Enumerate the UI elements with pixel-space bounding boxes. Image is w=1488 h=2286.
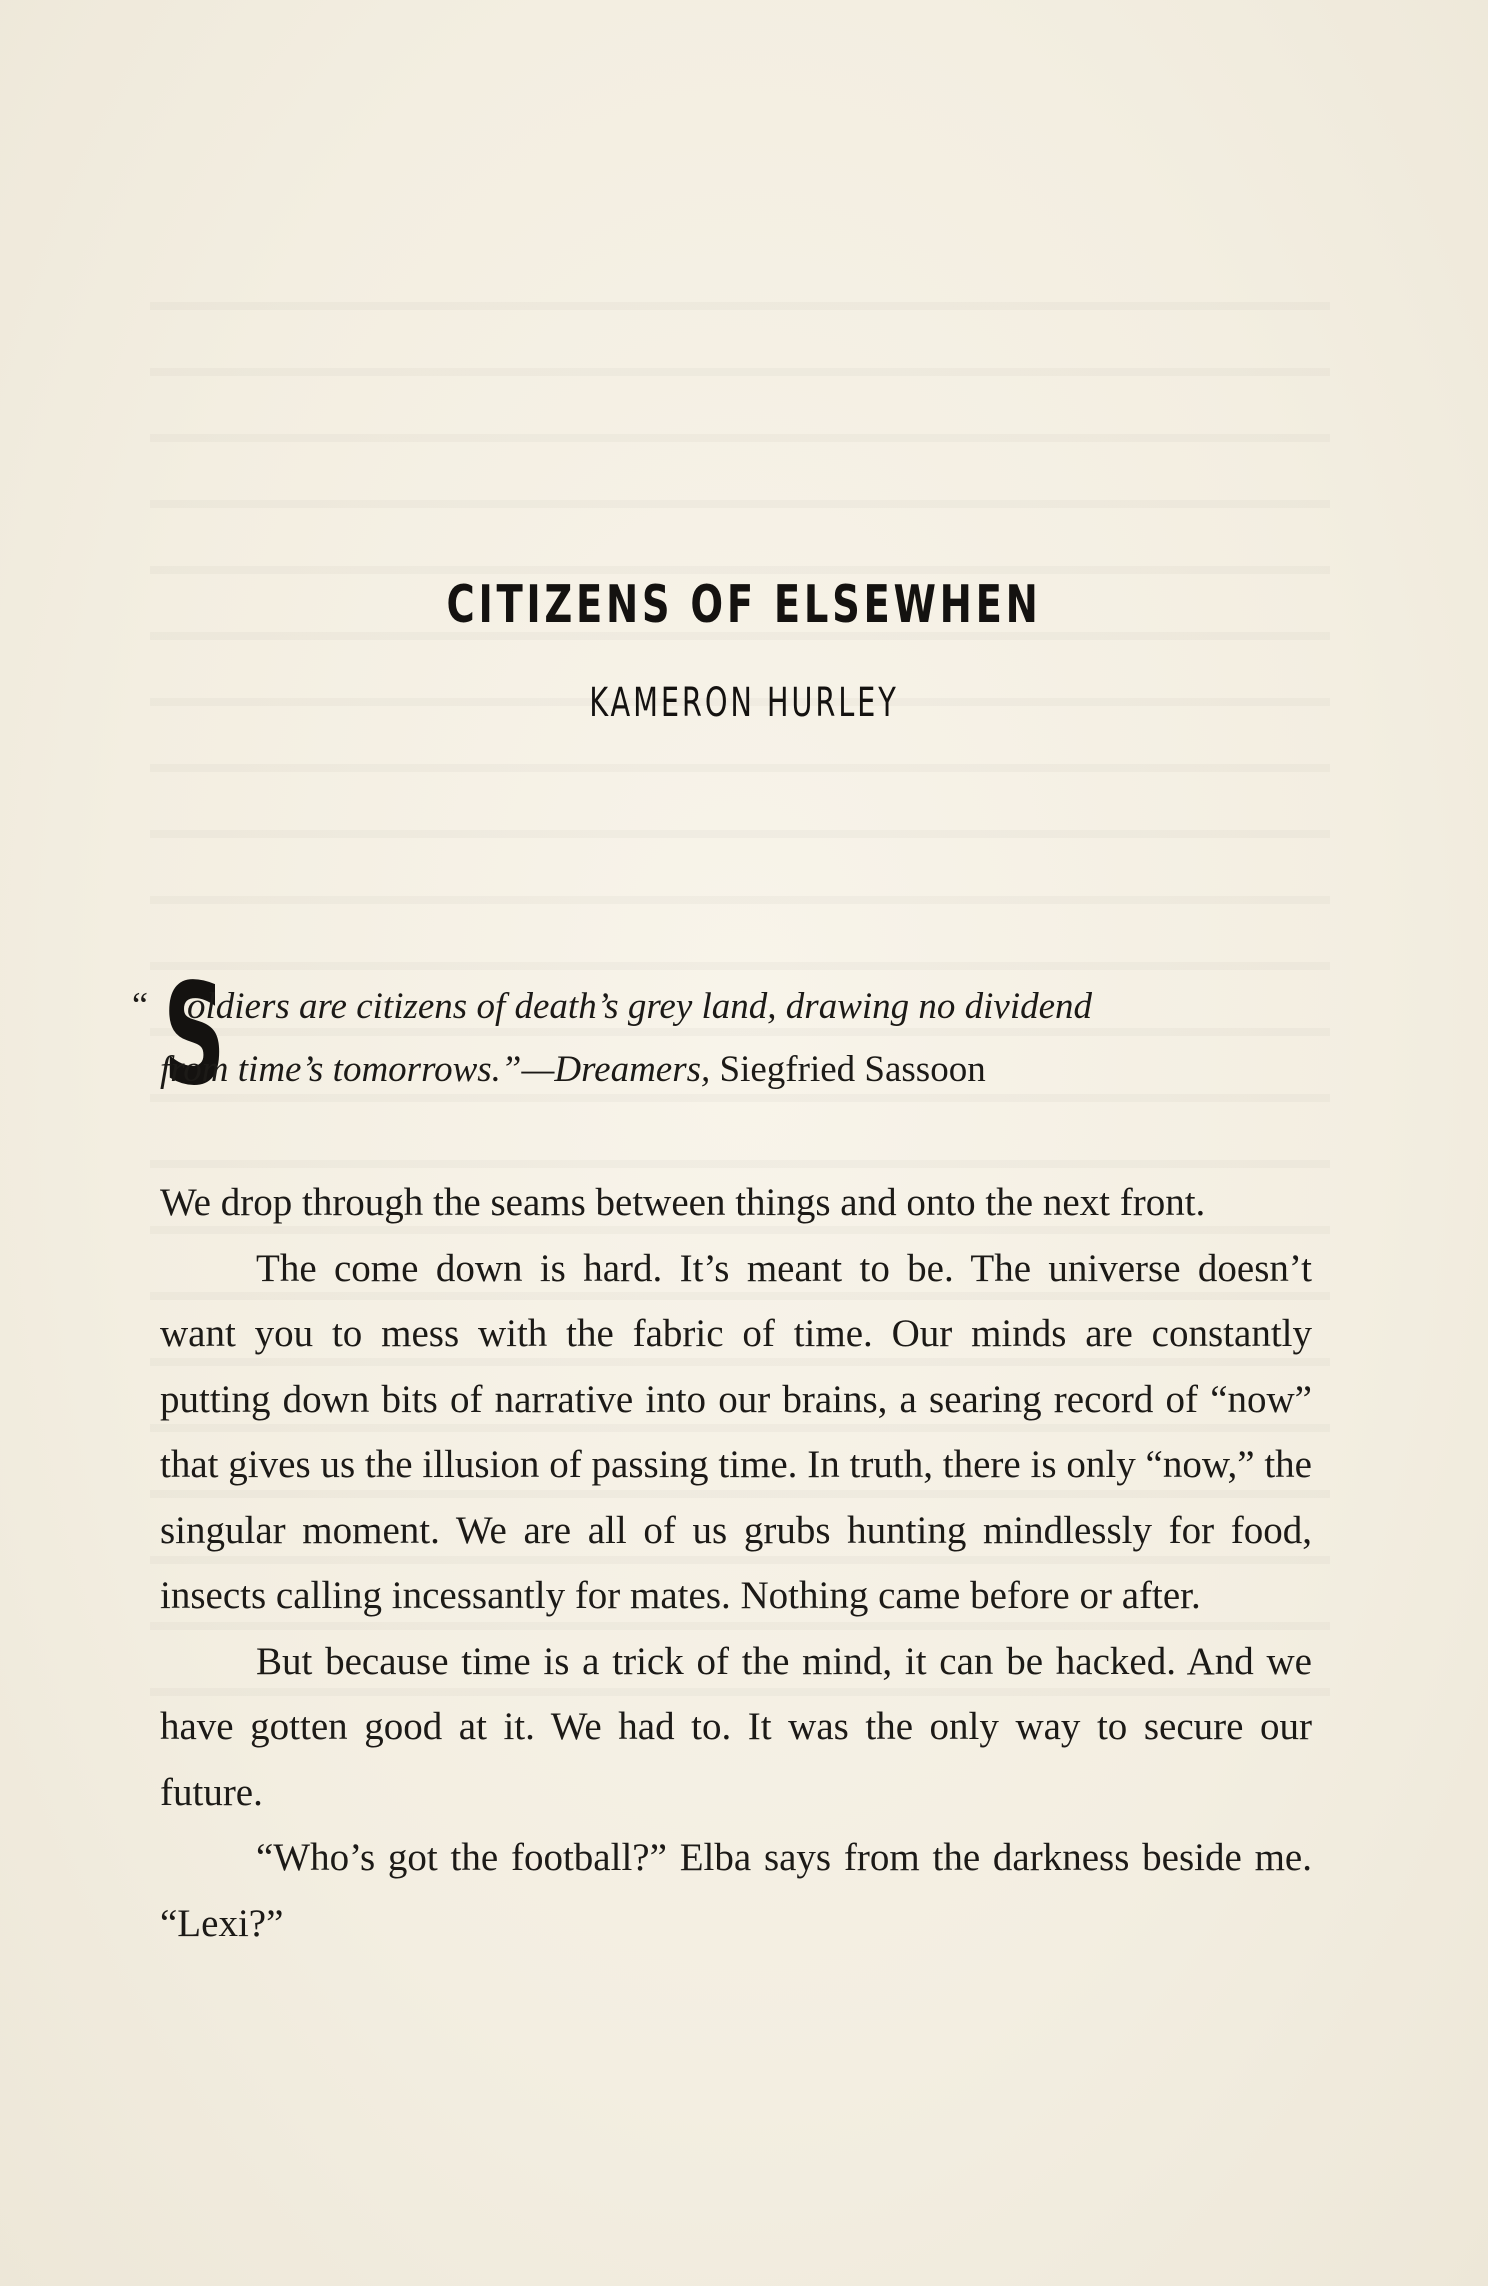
drop-cap-letter: S [163, 954, 226, 1117]
epigraph-line-2 [160, 1051, 986, 1088]
paragraph: We drop through the seams between things and onto the next front. [160, 1181, 1206, 1224]
epigraph [125, 954, 1325, 1117]
epigraph-attribution: Siegfried Sassoon [710, 1049, 986, 1090]
body-text [160, 1170, 1312, 1956]
epigraph-open-quote: “ [132, 985, 148, 1025]
epigraph-source-italic: from time’s tomorrows.”—Dreamers, [160, 1049, 711, 1090]
paragraph: But because time is a trick of the mind, it can be hacked. And we have gotten good at it. We had to. It was the only way to secure our future. [160, 1639, 1312, 1814]
paragraph: The come down is hard. It’s meant to be. The universe doesn’t want you to mess with the fabric of time. Our minds are constantly putting down bits of narrative into our brains, a searing record of “now” that gives us the illusion of passing time. In truth, there is only “now,” the singular moment. We are all of us grubs hunting mindlessly for food, insects calling incessantly for mates. Nothing came before or after. [160, 1246, 1312, 1617]
story-author: KAMERON HURLEY [589, 680, 899, 726]
paragraph: “Who’s got the football?” Elba says from the darkness beside me. “Lexi?” [160, 1836, 1312, 1945]
story-title: CITIZENS OF ELSEWHEN [446, 575, 1042, 635]
epigraph-line-1 [187, 988, 1437, 1025]
epigraph-line-1-text: oldiers are citizens of death’s grey land, drawing no dividend [187, 986, 1093, 1027]
